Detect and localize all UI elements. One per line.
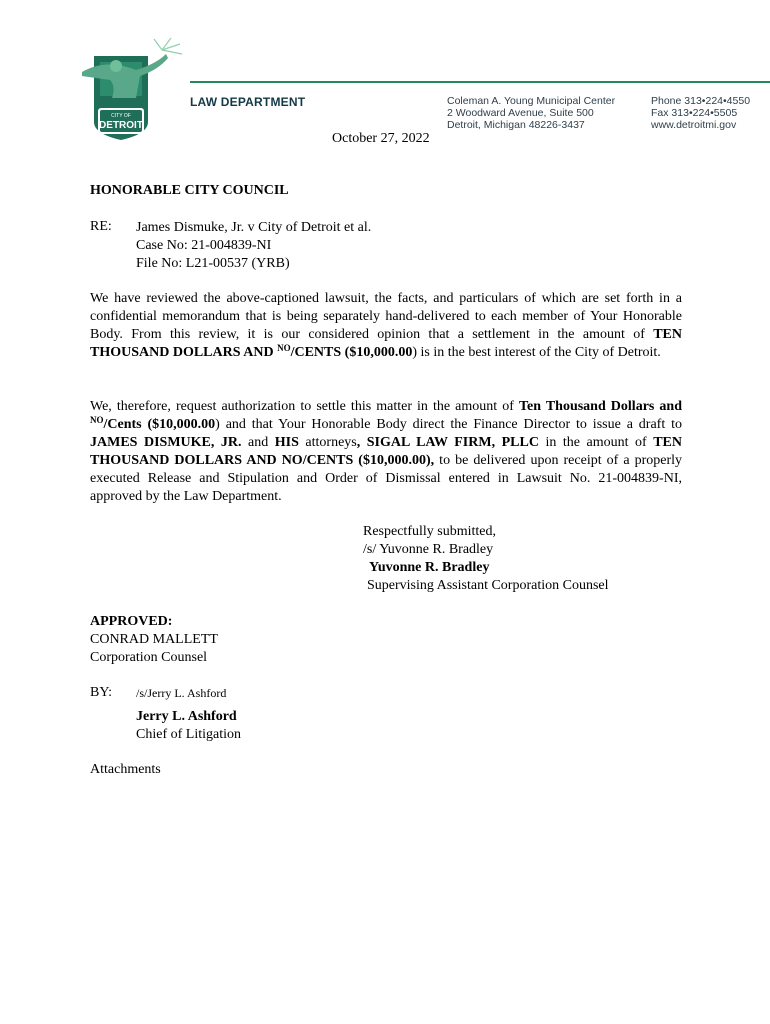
signer-title: Supervising Assistant Corporation Counsel	[367, 578, 609, 593]
phone-number: Phone 313•224•4550	[651, 95, 751, 107]
paragraph-review: We have reviewed the above-captioned lawsuit, the facts, and particulars of which are set forth in a confidential memorandum that is being separately hand-delivered to each member of Your Honorable Body. From this review, it is our considered opinion that a settlement in the amount of TEN THOUSAND DOLLARS AND $^{NO}$/CENTS ($10,000.00) is in the best interest of the City of Detroit.	[90, 291, 682, 360]
file-number: File No: L21-00537 (YRB)	[136, 256, 290, 271]
electronic-signature: /s/ Yuvonne R. Bradley	[363, 542, 494, 557]
approved-heading: APPROVED:	[90, 614, 173, 629]
approval-block	[90, 613, 218, 667]
logo-detroit-text: DETROIT	[99, 120, 143, 131]
addressee: HONORABLE CITY COUNCIL	[90, 183, 289, 198]
by-electronic-signature: /s/Jerry L. Ashford	[136, 686, 227, 700]
approver-name: CONRAD MALLETT	[90, 632, 218, 647]
letter-date: October 27, 2022	[332, 131, 430, 146]
city-of-detroit-logo	[76, 36, 188, 148]
website-link[interactable]: www.detroitmi.gov	[651, 119, 737, 131]
by-signer-name: Jerry L. Ashford	[136, 709, 237, 724]
case-number: Case No: 21-004839-NI	[136, 238, 272, 253]
re-block	[136, 219, 371, 273]
address-line: Coleman A. Young Municipal Center	[447, 95, 616, 107]
fax-number: Fax 313•224•5505	[651, 107, 738, 119]
address-line: Detroit, Michigan 48226-3437	[447, 119, 585, 131]
letterhead-rule	[190, 81, 770, 83]
attachments-note: Attachments	[90, 762, 161, 777]
approver-title: Corporation Counsel	[90, 650, 208, 665]
by-signer	[136, 708, 241, 744]
department-name: LAW DEPARTMENT	[190, 95, 306, 109]
closing: Respectfully submitted,	[363, 524, 496, 539]
logo-city-of-text: CITY OF	[111, 113, 131, 119]
signature-block	[363, 523, 609, 595]
case-caption: James Dismuke, Jr. v City of Detroit et al.	[136, 220, 372, 235]
re-label: RE:	[90, 219, 112, 234]
office-contact	[651, 95, 750, 131]
signer-name: Yuvonne R. Bradley	[369, 560, 490, 575]
by-label: BY:	[90, 685, 113, 700]
by-signer-title: Chief of Litigation	[136, 727, 241, 742]
office-address	[447, 95, 615, 131]
address-line: 2 Woodward Avenue, Suite 500	[447, 107, 594, 119]
paragraph-request: We, therefore, request authorization to settle this matter in the amount of Ten Thousand Dollars and $^{NO}$/Cents ($10,000.00) and that Your Honorable Body direct the Finance Director to issue a draft to JAMES DISMUKE, JR. and HIS attorneys, SIGAL LAW FIRM, PLLC in the amount of TEN THOUSAND DOLLARS AND NO/CENTS ($10,000.00), to be delivered upon receipt of a properly executed Release and Stipulation and Order of Dismissal entered in Lawsuit No. 21-004839-NI, approved by the Law Department.	[90, 399, 683, 504]
